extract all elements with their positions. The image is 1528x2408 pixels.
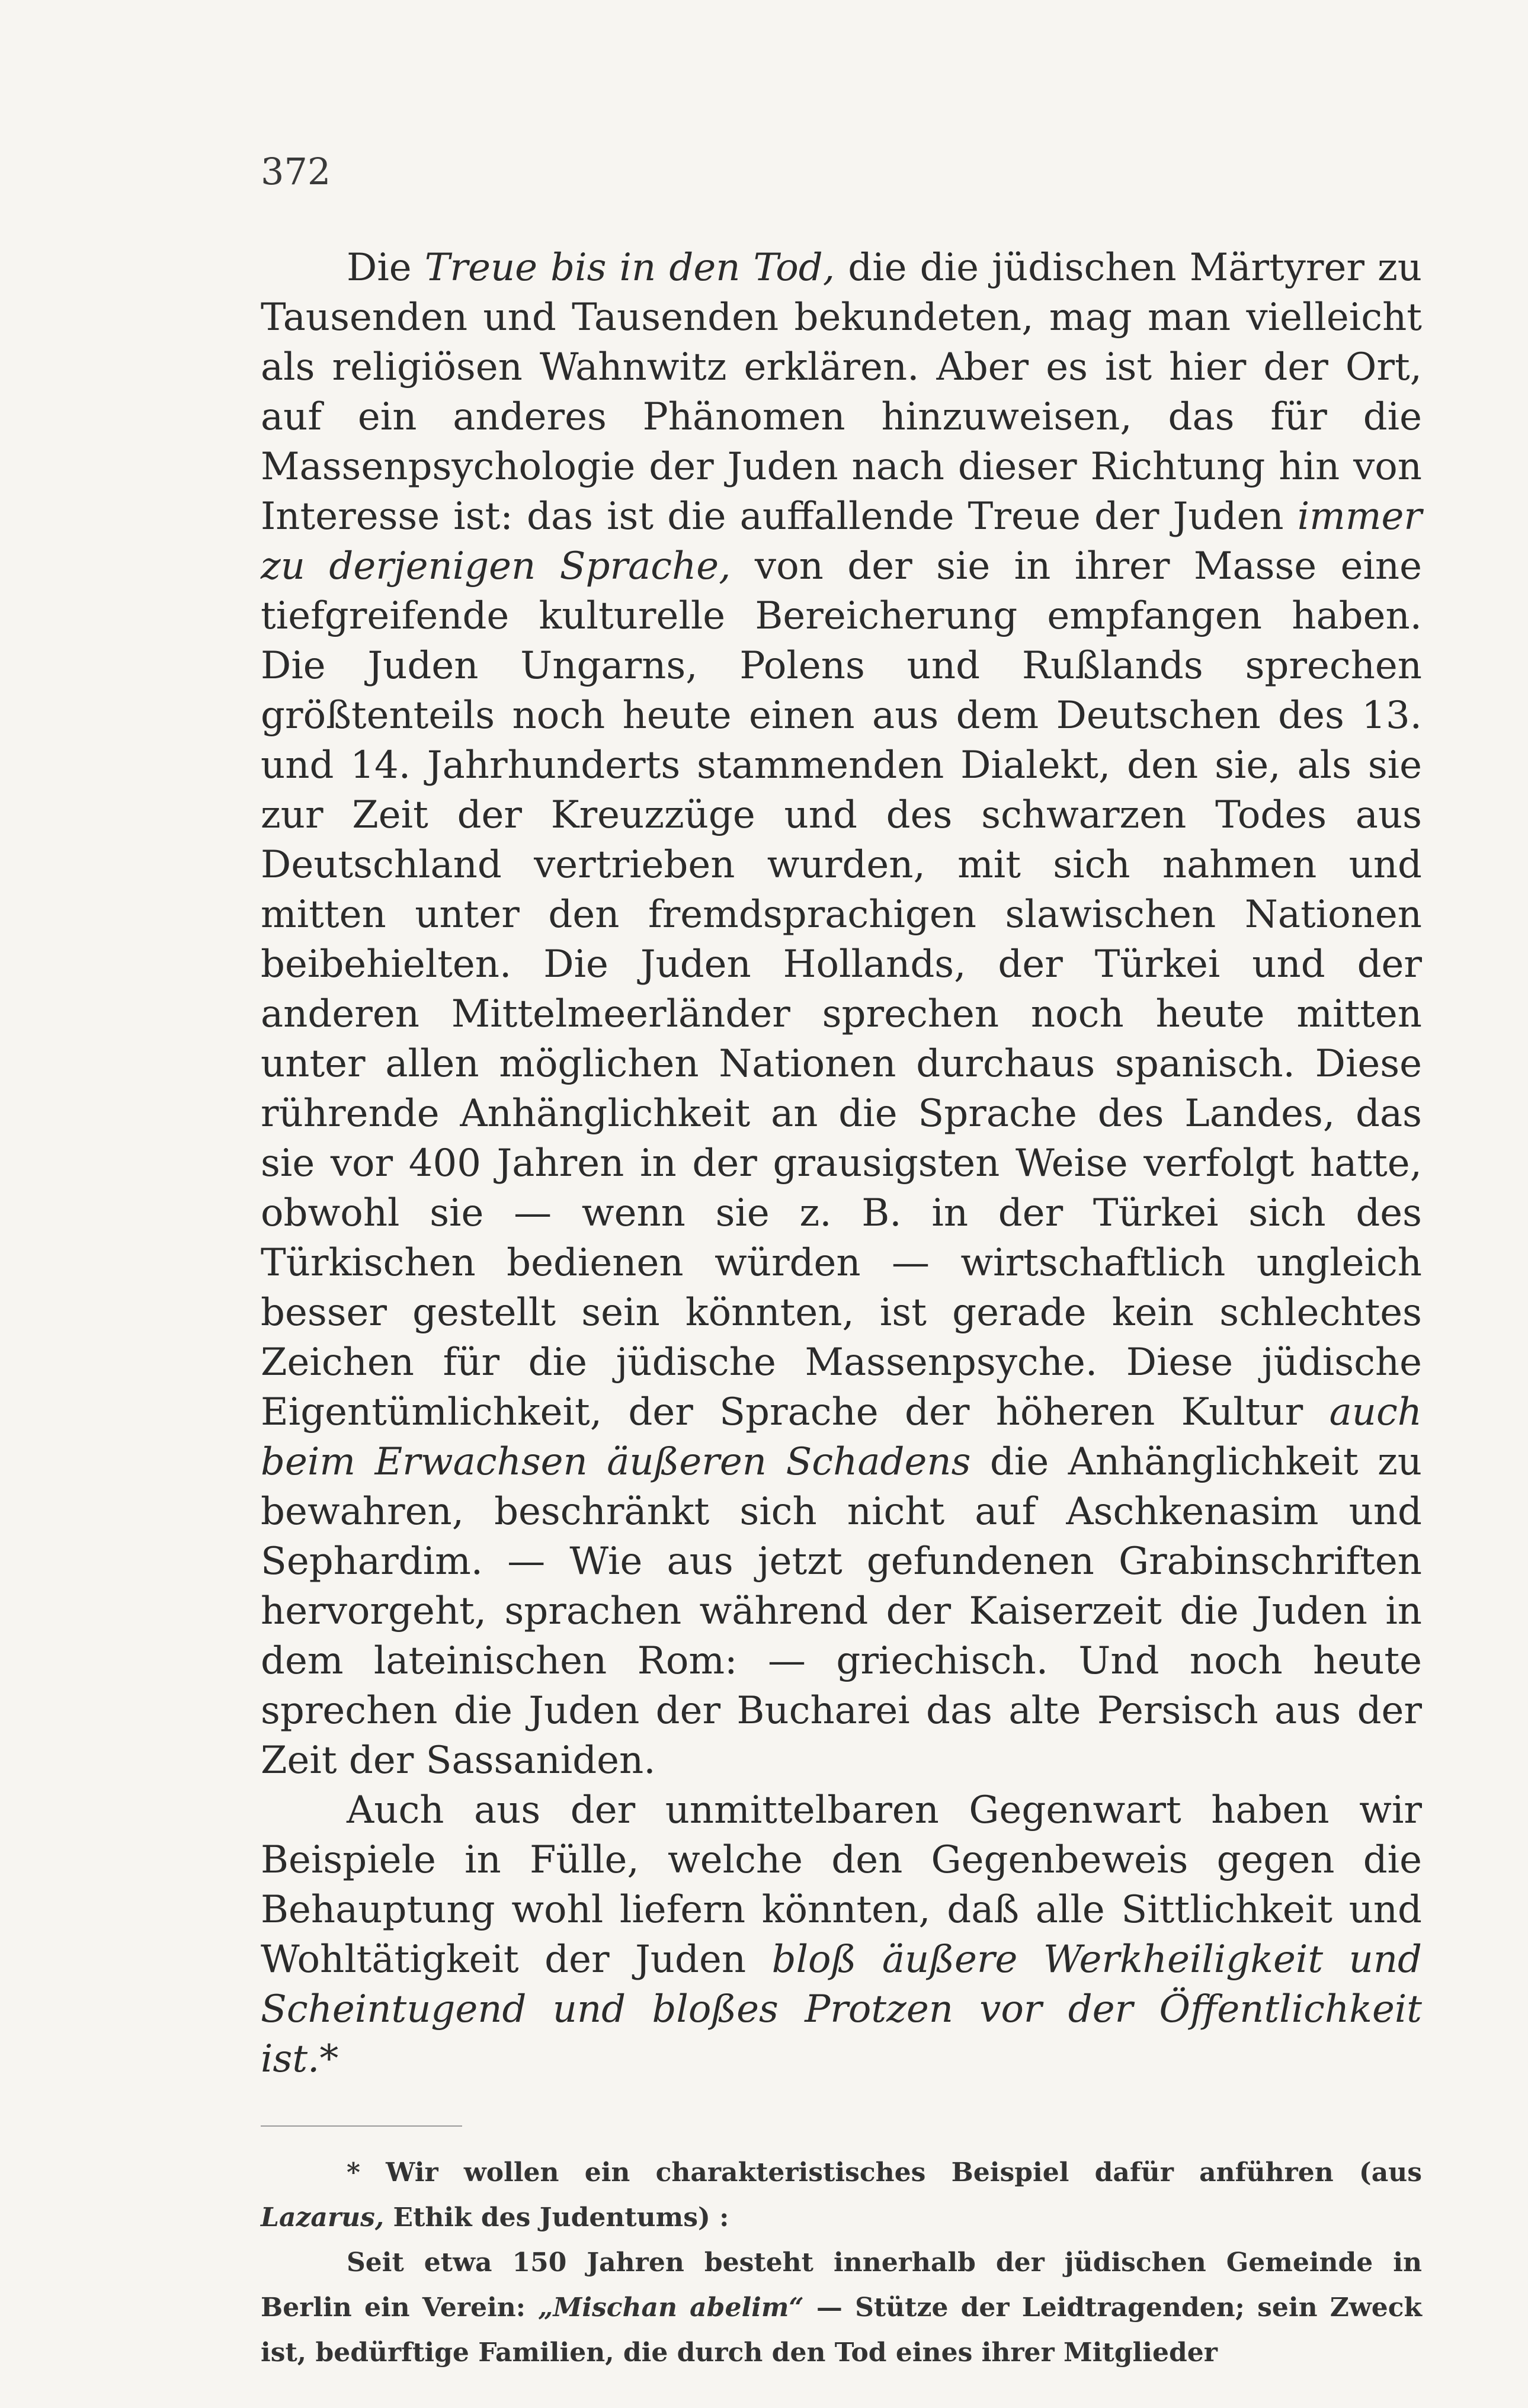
text-run: die die jüdischen Märtyrer zu Tausenden und Tausenden bekundeten, mag man vielleicht als religiösen Wahnwitz erklären. Aber es ist hier der Ort, auf ein anderes Phänomen hinzuweisen, das für die Massenpsychologie der Juden nach dieser Richtung hin von Interesse ist: das ist die auffallende Treue der Juden <box>261 246 1423 538</box>
book-page <box>261 148 1422 2375</box>
footnote-line-2 <box>261 2240 1422 2375</box>
paragraph-2 <box>261 1785 1422 2084</box>
text-run: — Stütze der Leidtragenden; sein Zweck ist, bedürftige Familien, die durch den Tod eines ihrer Mitglieder <box>261 2292 1422 2368</box>
text-run: * Wir wollen ein charakteristisches Beispiel dafür anführen (aus <box>347 2157 1422 2188</box>
text-run: Ethik des Judentums) : <box>384 2202 729 2233</box>
italic-run: Treue bis in den Tod, <box>424 246 835 290</box>
footnote-divider <box>261 2125 462 2127</box>
page-number: 372 <box>261 150 331 193</box>
italic-run: bloß äußere Werkheiligkeit und Scheintugend und bloßes Protzen vor der Öffentlichkeit ist.* <box>261 1938 1422 2081</box>
italic-run: auch beim Erwachsen äußeren Schadens <box>261 1390 1422 1484</box>
footnote-line-1 <box>261 2150 1422 2240</box>
text-run: Auch aus der unmittelbaren Gegenwart haben wir Beispiele in Fülle, welche den Gegenbeweis gegen die Behauptung wohl liefern könnten, daß alle Sittlichkeit und Wohltätigkeit der Juden <box>261 1788 1422 1981</box>
italic-run: immer zu derjenigen Sprache, <box>261 495 1422 588</box>
text-run: die Anhänglichkeit zu bewahren, beschränkt sich nicht auf Aschkenasim und Sephardim. — Wie aus jetzt gefundenen Grabinschriften hervorgeht, sprachen während der Kaiserzeit die Juden in dem lateinischen Rom: — griechisch. Und noch heute sprechen die Juden der Bucharei das alte Persisch aus der Zeit der Sassaniden. <box>261 1440 1422 1782</box>
main-text <box>261 243 1422 2084</box>
italic-run: „Mischan abelim“ <box>538 2292 804 2323</box>
paragraph-1 <box>261 243 1422 1785</box>
italic-run: Lazarus, <box>261 2202 385 2233</box>
text-run: Die <box>347 246 425 290</box>
text-run: von der sie in ihrer Masse eine tiefgreifende kulturelle Bereicherung empfangen haben. Die Juden Ungarns, Polens und Rußlands sprechen größtenteils noch heute einen aus dem Deutschen des 13. und 14. Jahrhunderts stammenden Dialekt, den sie, als sie zur Zeit der Kreuzzüge und des schwarzen Todes aus Deutschland vertrieben wurden, mit sich nahmen und mitten unter den fremdsprachigen slawischen Nationen beibehielten. Die Juden Hollands, der Türkei und der anderen Mittelmeerländer sprechen noch heute mitten unter allen möglichen Nationen durchaus spanisch. Diese rührende Anhänglichkeit an die Sprache des Landes, das sie vor 400 Jahren in der grausigsten Weise verfolgt hatte, obwohl sie — wenn sie z. B. in der Türkei sich des Türkischen bedienen würden — wirtschaftlich ungleich besser gestellt sein könnten, ist gerade kein schlechtes Zeichen für die jüdische Massenpsyche. Diese jüdische Eigentümlichkeit, der Sprache der höheren Kultur <box>261 544 1422 1434</box>
footnote <box>261 2150 1422 2375</box>
text-run: Seit etwa 150 Jahren besteht innerhalb der jüdischen Gemeinde in Berlin ein Verein: <box>261 2247 1422 2323</box>
